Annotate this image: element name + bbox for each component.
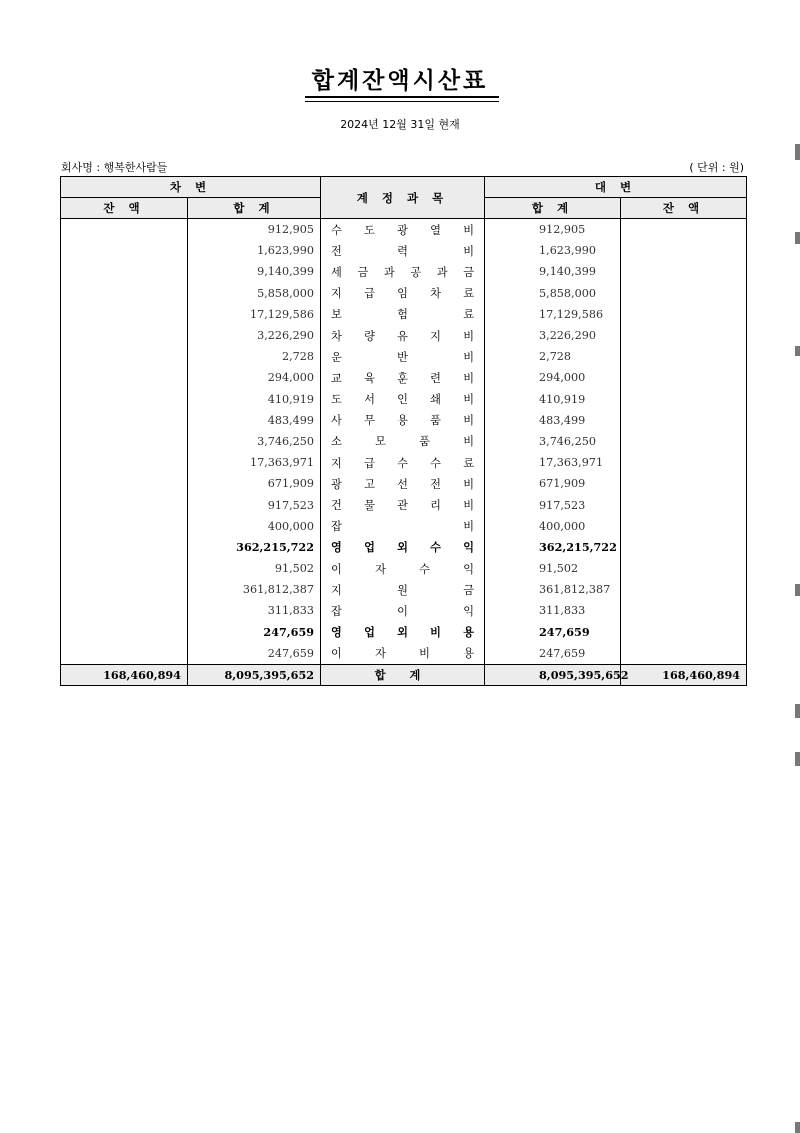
total-label-text: 합 계 — [374, 668, 431, 682]
account-name: 이 자 수 익 — [331, 562, 475, 576]
debit-balance-header: 잔 액 — [61, 198, 188, 219]
table-row — [61, 622, 747, 643]
account-name-cell — [321, 240, 485, 261]
credit-balance-cell — [621, 579, 747, 600]
debit-total-cell: 912,905 — [188, 219, 321, 241]
table-row — [61, 579, 747, 600]
debit-total-cell: 9,140,399 — [188, 261, 321, 282]
credit-balance-cell — [621, 516, 747, 537]
credit-total-cell: 5,858,000 — [485, 283, 621, 304]
table-row — [61, 283, 747, 304]
table-row — [61, 325, 747, 346]
credit-total-cell: 247,659 — [485, 622, 621, 643]
debit-total-cell: 400,000 — [188, 516, 321, 537]
debit-total-cell: 294,000 — [188, 367, 321, 388]
trial-balance-table — [60, 176, 747, 686]
credit-total-cell: 362,215,722 — [485, 537, 621, 558]
debit-total-cell: 17,129,586 — [188, 304, 321, 325]
account-name-cell — [321, 325, 485, 346]
account-name: 지 원 금 — [331, 583, 475, 597]
table-row — [61, 537, 747, 558]
table-row — [61, 261, 747, 282]
account-name-cell — [321, 304, 485, 325]
page-edge-mark — [795, 1122, 800, 1133]
total-debit-balance: 168,460,894 — [61, 664, 188, 685]
account-name: 건 물 관 리 비 — [331, 499, 475, 513]
account-name-cell — [321, 516, 485, 537]
debit-balance-cell — [61, 219, 188, 241]
debit-balance-cell — [61, 494, 188, 515]
credit-total-cell: 410,919 — [485, 389, 621, 410]
table-row — [61, 219, 747, 241]
credit-balance-cell — [621, 325, 747, 346]
debit-balance-cell — [61, 579, 188, 600]
debit-header: 차 변 — [61, 177, 321, 198]
page-title: 합계잔액시산표 — [311, 68, 489, 94]
account-name-cell — [321, 558, 485, 579]
account-name: 수 도 광 열 비 — [331, 223, 475, 237]
credit-header: 대 변 — [485, 177, 747, 198]
debit-total-header: 합 계 — [188, 198, 321, 219]
debit-total-cell: 362,215,722 — [188, 537, 321, 558]
account-name-cell — [321, 367, 485, 388]
total-credit-balance: 168,460,894 — [621, 664, 747, 685]
account-name: 영 업 외 수 익 — [331, 541, 475, 555]
debit-balance-cell — [61, 389, 188, 410]
table-row — [61, 494, 747, 515]
account-name-cell — [321, 261, 485, 282]
total-credit-total: 8,095,395,652 — [485, 664, 621, 685]
debit-balance-cell — [61, 622, 188, 643]
report-date: 2024년 12월 31일 현재 — [340, 118, 460, 131]
debit-balance-cell — [61, 304, 188, 325]
account-name-cell — [321, 622, 485, 643]
account-name-cell — [321, 643, 485, 665]
debit-total-cell: 361,812,387 — [188, 579, 321, 600]
account-name: 소 모 품 비 — [331, 435, 475, 449]
page-edge-mark — [795, 704, 800, 718]
debit-balance-cell — [61, 473, 188, 494]
credit-balance-cell — [621, 240, 747, 261]
account-name-cell — [321, 579, 485, 600]
account-name: 잡 비 — [331, 520, 475, 534]
debit-total-cell: 2,728 — [188, 346, 321, 367]
credit-balance-cell — [621, 473, 747, 494]
credit-total-cell: 2,728 — [485, 346, 621, 367]
credit-balance-cell — [621, 261, 747, 282]
table-row — [61, 304, 747, 325]
credit-balance-cell — [621, 494, 747, 515]
account-name-cell — [321, 537, 485, 558]
account-name: 잡 이 익 — [331, 604, 475, 618]
page-edge-mark — [795, 752, 800, 766]
table-row — [61, 346, 747, 367]
account-name-cell — [321, 346, 485, 367]
table-row — [61, 410, 747, 431]
page-edge-mark — [795, 346, 800, 356]
company-name: 회사명 : 행복한사람들 — [61, 161, 168, 174]
account-name-cell — [321, 473, 485, 494]
credit-total-cell: 671,909 — [485, 473, 621, 494]
credit-balance-cell — [621, 346, 747, 367]
account-name-cell — [321, 389, 485, 410]
account-name: 이 자 비 용 — [331, 647, 475, 661]
credit-total-cell: 3,226,290 — [485, 325, 621, 346]
credit-total-cell: 400,000 — [485, 516, 621, 537]
table-row — [61, 389, 747, 410]
debit-balance-cell — [61, 410, 188, 431]
account-name: 보 험 료 — [331, 308, 475, 322]
credit-balance-cell — [621, 304, 747, 325]
account-name: 교 육 훈 련 비 — [331, 371, 475, 385]
account-name: 지 급 임 차 료 — [331, 287, 475, 301]
credit-balance-cell — [621, 219, 747, 241]
account-name: 도 서 인 쇄 비 — [331, 393, 475, 407]
debit-balance-cell — [61, 325, 188, 346]
account-name-cell — [321, 494, 485, 515]
debit-total-cell: 17,363,971 — [188, 452, 321, 473]
table-row — [61, 473, 747, 494]
table-row — [61, 431, 747, 452]
debit-balance-cell — [61, 537, 188, 558]
page-edge-mark — [795, 232, 800, 244]
total-label — [321, 664, 485, 685]
account-name-cell — [321, 600, 485, 621]
credit-total-cell: 912,905 — [485, 219, 621, 241]
credit-balance-cell — [621, 537, 747, 558]
debit-balance-cell — [61, 367, 188, 388]
debit-total-cell: 247,659 — [188, 643, 321, 665]
debit-total-cell: 1,623,990 — [188, 240, 321, 261]
credit-balance-cell — [621, 622, 747, 643]
debit-total-cell: 917,523 — [188, 494, 321, 515]
debit-total-cell: 3,226,290 — [188, 325, 321, 346]
account-name: 사 무 용 품 비 — [331, 414, 475, 428]
credit-total-cell: 3,746,250 — [485, 431, 621, 452]
page-edge-mark — [795, 144, 800, 160]
credit-balance-header: 잔 액 — [621, 198, 747, 219]
credit-balance-cell — [621, 410, 747, 431]
account-name: 운 반 비 — [331, 350, 475, 364]
debit-balance-cell — [61, 283, 188, 304]
debit-total-cell: 410,919 — [188, 389, 321, 410]
debit-total-cell: 483,499 — [188, 410, 321, 431]
debit-balance-cell — [61, 261, 188, 282]
account-name: 광 고 선 전 비 — [331, 477, 475, 491]
account-header: 계 정 과 목 — [321, 177, 485, 219]
debit-total-cell: 311,833 — [188, 600, 321, 621]
unit-label: ( 단위 : 원) — [689, 161, 744, 174]
debit-total-cell: 91,502 — [188, 558, 321, 579]
table-row — [61, 452, 747, 473]
credit-balance-cell — [621, 452, 747, 473]
account-name-cell — [321, 219, 485, 241]
table-row — [61, 558, 747, 579]
debit-balance-cell — [61, 431, 188, 452]
debit-total-cell: 247,659 — [188, 622, 321, 643]
table-row — [61, 516, 747, 537]
account-name-cell — [321, 410, 485, 431]
account-name: 전 력 비 — [331, 244, 475, 258]
debit-total-cell: 3,746,250 — [188, 431, 321, 452]
debit-balance-cell — [61, 600, 188, 621]
debit-balance-cell — [61, 240, 188, 261]
debit-balance-cell — [61, 346, 188, 367]
credit-total-cell: 361,812,387 — [485, 579, 621, 600]
credit-balance-cell — [621, 389, 747, 410]
account-name: 지 급 수 수 료 — [331, 456, 475, 470]
table-row — [61, 367, 747, 388]
credit-total-cell: 91,502 — [485, 558, 621, 579]
credit-balance-cell — [621, 367, 747, 388]
title-underline-thin — [305, 101, 499, 102]
credit-total-cell: 311,833 — [485, 600, 621, 621]
account-name-cell — [321, 431, 485, 452]
credit-total-cell: 17,129,586 — [485, 304, 621, 325]
credit-total-cell: 247,659 — [485, 643, 621, 665]
total-row — [61, 664, 747, 685]
account-name: 차 량 유 지 비 — [331, 329, 475, 343]
debit-total-cell: 5,858,000 — [188, 283, 321, 304]
title-underline — [305, 96, 499, 98]
credit-balance-cell — [621, 283, 747, 304]
debit-total-cell: 671,909 — [188, 473, 321, 494]
credit-total-cell: 483,499 — [485, 410, 621, 431]
table-row — [61, 240, 747, 261]
credit-total-cell: 917,523 — [485, 494, 621, 515]
credit-total-cell: 294,000 — [485, 367, 621, 388]
debit-balance-cell — [61, 516, 188, 537]
credit-total-cell: 9,140,399 — [485, 261, 621, 282]
credit-total-cell: 17,363,971 — [485, 452, 621, 473]
debit-balance-cell — [61, 643, 188, 665]
page-edge-mark — [795, 584, 800, 596]
credit-balance-cell — [621, 600, 747, 621]
account-name-cell — [321, 452, 485, 473]
credit-total-cell: 1,623,990 — [485, 240, 621, 261]
table-row — [61, 600, 747, 621]
credit-balance-cell — [621, 431, 747, 452]
debit-balance-cell — [61, 558, 188, 579]
credit-balance-cell — [621, 558, 747, 579]
debit-balance-cell — [61, 452, 188, 473]
account-name: 세 금 과 공 과 금 — [331, 265, 475, 279]
total-debit-total: 8,095,395,652 — [188, 664, 321, 685]
account-name: 영 업 외 비 용 — [331, 626, 475, 640]
account-name-cell — [321, 283, 485, 304]
credit-balance-cell — [621, 643, 747, 665]
credit-total-header: 합 계 — [485, 198, 621, 219]
table-row — [61, 643, 747, 665]
